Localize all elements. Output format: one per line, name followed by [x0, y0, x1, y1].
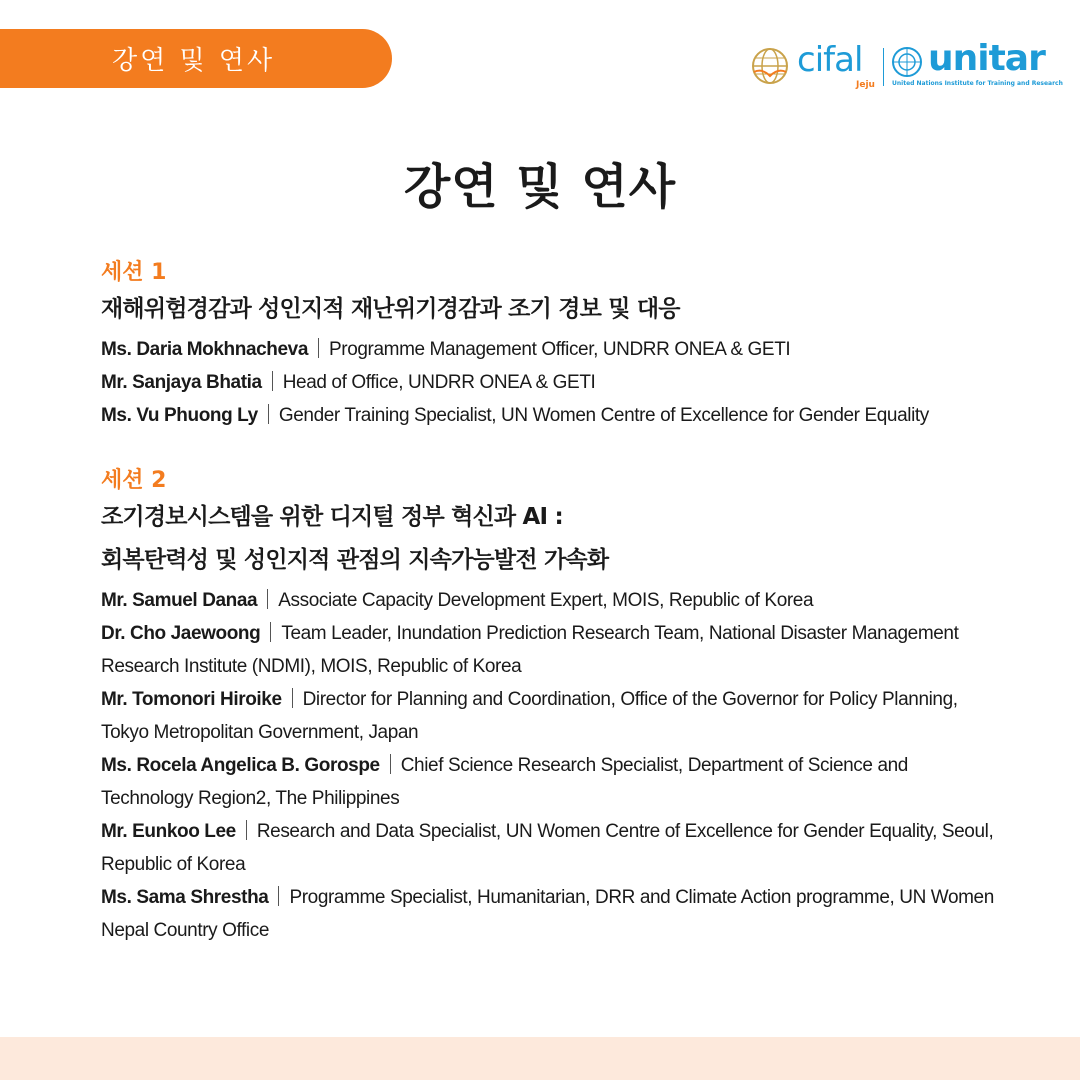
cifal-globe-icon	[750, 46, 790, 86]
speaker-item	[101, 881, 1001, 947]
section-tab-label: 강연 및 연사	[112, 46, 276, 76]
unitar-logo-text: unitar	[928, 38, 1045, 79]
speaker-name: Mr. Samuel Danaa	[101, 590, 258, 611]
speaker-list	[101, 584, 1001, 947]
speaker-name: Dr. Cho Jaewoong	[101, 623, 261, 644]
speaker-list	[101, 333, 1001, 432]
separator	[268, 404, 269, 424]
speaker-item	[101, 399, 1001, 432]
speaker-item	[101, 333, 1001, 366]
logo-divider	[883, 48, 884, 86]
speaker-role: Research and Data Specialist, UN Women Centre of Excellence for Gender Equality, Seoul, Republic of Korea	[101, 821, 994, 875]
speaker-role: Programme Management Officer, UNDRR ONEA & GETI	[329, 339, 791, 360]
page-title: 강연 및 연사	[403, 159, 677, 215]
speaker-name: Mr. Eunkoo Lee	[101, 821, 236, 842]
speaker-name: Ms. Daria Mokhnacheva	[101, 339, 309, 360]
session-title: 회복탄력성 및 성인지적 관점의 지속가능발전 가속화	[101, 547, 609, 573]
partner-logos	[750, 38, 1063, 92]
speaker-item	[101, 683, 1001, 749]
cifal-logo-subtext: Jeju	[856, 80, 875, 90]
separator	[318, 338, 319, 358]
speaker-item	[101, 749, 1001, 815]
un-emblem-icon	[891, 46, 923, 78]
session-2	[101, 466, 1001, 947]
cifal-logo-text: cifal	[797, 40, 863, 80]
speaker-role: Team Leader, Inundation Prediction Research Team, National Disaster Management Research Institute (NDMI), MOIS, Republic of Korea	[101, 623, 959, 677]
speaker-role: Director for Planning and Coordination, Office of the Governor for Policy Planning, Tokyo Metropolitan Government, Japan	[101, 689, 958, 743]
separator	[272, 371, 273, 391]
speaker-name: Ms. Vu Phuong Ly	[101, 405, 258, 426]
separator	[267, 589, 268, 609]
footer-band	[0, 1037, 1080, 1080]
speaker-role: Chief Science Research Specialist, Department of Science and Technology Region2, The Philippines	[101, 755, 908, 809]
session-title: 조기경보시스템을 위한 디지털 정부 혁신과 AI :	[101, 504, 563, 530]
session-label: 세션 1	[101, 260, 167, 285]
session-label: 세션 2	[101, 468, 167, 493]
speaker-item	[101, 617, 1001, 683]
speaker-name: Ms. Rocela Angelica B. Gorospe	[101, 755, 380, 776]
speaker-item	[101, 366, 1001, 399]
unitar-logo-subtext: United Nations Institute for Training and Research	[892, 80, 1063, 87]
speaker-role: Programme Specialist, Humanitarian, DRR and Climate Action programme, UN Women Nepal Country Office	[101, 887, 994, 941]
separator	[246, 820, 247, 840]
speaker-item	[101, 584, 1001, 617]
speaker-role: Associate Capacity Development Expert, MOIS, Republic of Korea	[278, 590, 814, 611]
separator	[390, 754, 391, 774]
sessions-content	[101, 258, 1001, 947]
separator	[270, 622, 271, 642]
separator	[278, 886, 279, 906]
session-title: 재해위험경감과 성인지적 재난위기경감과 조기 경보 및 대응	[101, 296, 680, 322]
speaker-name: Mr. Sanjaya Bhatia	[101, 372, 262, 393]
speaker-role: Head of Office, UNDRR ONEA & GETI	[282, 372, 596, 393]
speaker-role: Gender Training Specialist, UN Women Centre of Excellence for Gender Equality	[278, 405, 929, 426]
speaker-item	[101, 815, 1001, 881]
speaker-name: Ms. Sama Shrestha	[101, 887, 269, 908]
speaker-name: Mr. Tomonori Hiroike	[101, 689, 282, 710]
separator	[292, 688, 293, 708]
session-1	[101, 258, 1001, 432]
section-tab	[0, 29, 392, 88]
